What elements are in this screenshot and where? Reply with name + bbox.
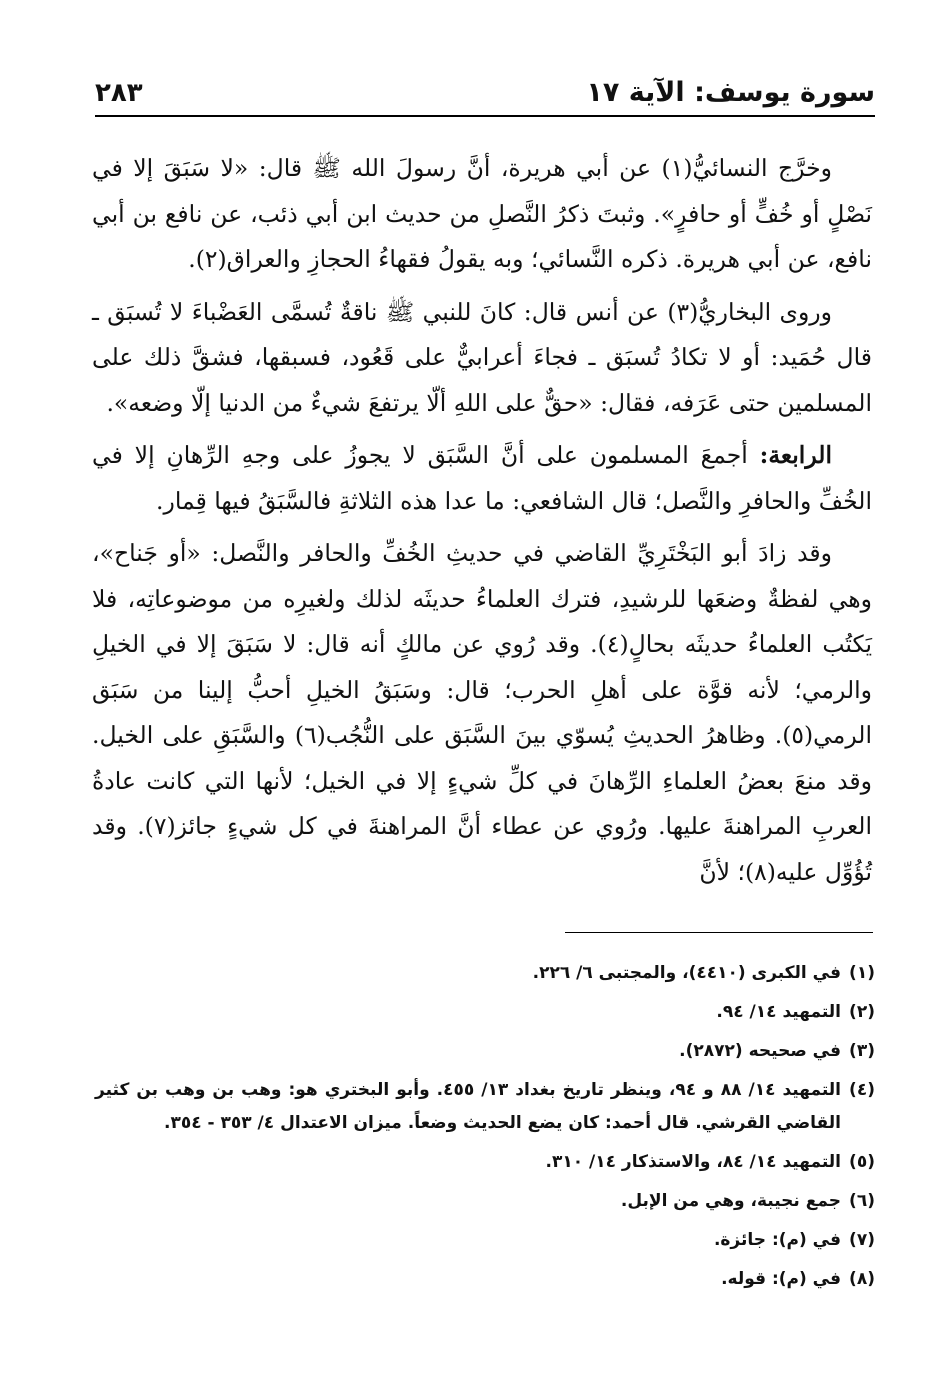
footnote-text: في (م): قوله. bbox=[721, 1269, 841, 1289]
footnote-mark: (٢) bbox=[849, 1002, 875, 1022]
footnote-item bbox=[95, 1224, 875, 1257]
paragraph-rabia bbox=[92, 433, 872, 524]
footnote-text: جمع نجيبة، وهي من الإبل. bbox=[620, 1191, 841, 1211]
footnote-mark: (٦) bbox=[849, 1191, 875, 1211]
paragraph-nasai: وخرَّج النسائيُّ(١) عن أبي هريرة، أنَّ رسولَ الله ﷺ قال: «لا سَبَقَ إلا في نَصْلٍ أو خُفٍّ أو حافرٍ». وثبتَ ذكرُ النَّصلِ من حديث ابن أبي ذئب، عن نافع بن أبي نافع، عن أبي هريرة. ذكره النَّسائي؛ وبه يقولُ فقهاءُ الحجازِ والعراق(٢). bbox=[92, 154, 872, 273]
footnote-item bbox=[95, 957, 875, 990]
footnote-item bbox=[95, 996, 875, 1029]
page-number: ٢٨٣ bbox=[95, 78, 143, 108]
footnote-item bbox=[95, 1035, 875, 1068]
footnote-mark: (١) bbox=[849, 963, 875, 983]
footnote-mark: (٧) bbox=[849, 1230, 875, 1250]
footnote-mark: (٥) bbox=[849, 1152, 875, 1172]
footnote-separator bbox=[565, 932, 873, 933]
footnote-mark: (٨) bbox=[849, 1269, 875, 1289]
main-text bbox=[92, 146, 872, 902]
footnote-text: التمهيد ١٤/ ٩٤. bbox=[716, 1002, 841, 1022]
footnotes bbox=[95, 957, 875, 1302]
footnote-item bbox=[95, 1185, 875, 1218]
footnote-text: في الكبرى (٤٤١٠)، والمجتبى ٦/ ٢٢٦. bbox=[532, 963, 841, 983]
paragraph-bukhari: وروى البخاريُّ(٣) عن أنس قال: كانَ للنبي ﷺ ناقةٌ تُسمَّى العَضْباءَ لا تُسبَق ـ قال حُمَيد: أو لا تكادُ تُسبَق ـ فجاءَ أعرابيٌّ على قَعُود، فسبقها، فشقَّ ذلك على المسلمين حتى عَرَفه، فقال: «حقٌّ على اللهِ ألّا يرتفعَ شيءٌ من الدنيا إلّا وضعه». bbox=[92, 297, 872, 417]
rabia-text: أجمعَ المسلمون على أنَّ السَّبَق لا يجوزُ على وجهِ الرِّهانِ إلا في الخُفِّ والحافرِ والنَّصل؛ قال الشافعي: ما عدا هذه الثلاثةِ فالسَّبَقُ فيها قِمار. bbox=[92, 441, 872, 515]
footnote-item bbox=[95, 1263, 875, 1296]
footnote-item bbox=[95, 1074, 875, 1140]
footnote-text: التمهيد ١٤/ ٨٨ و ٩٤، وينظر تاريخ بغداد ١٣/ ٤٥٥. وأبو البختري هو: وهب بن وهب بن كثير القاضي القرشي. قال أحمد: كان يضع الحديث وضعاً. ميزان الاعتدال ٤/ ٣٥٣ - ٣٥٤. bbox=[95, 1080, 842, 1133]
paragraph-bakhtari: وقد زادَ أبو البَخْتَرِيِّ القاضي في حديثِ الخُفِّ والحافر والنَّصل: «أو جَناح»، وهي لفظةٌ وضعَها للرشيدِ، فترك العلماءُ حديثَه لذلك ولغيرِه من موضوعاتِه، فلا يَكتُب العلماءُ حديثَه بحالٍ(٤). وقد رُوي عن مالكٍ أنه قال: لا سَبَقَ إلا في الخيلِ والرمي؛ لأنه قوَّة على أهلِ الحرب؛ قال: وسَبَقُ الخيلِ أحبُّ إلينا من سَبَق الرمي(٥). وظاهرُ الحديثِ يُسوّي بينَ السَّبَق على النُّجُب(٦) والسَّبَقِ على الخيل. وقد منعَ بعضُ العلماءِ الرِّهانَ في كلِّ شيءٍ إلا في الخيل؛ لأنها التي كانت عادةُ العربِ المراهنةَ عليها. ورُوي عن عطاء أنَّ المراهنةَ في كل شيءٍ جائز(٧). وقد تُؤُوِّل عليه(٨)؛ لأنَّ bbox=[92, 539, 873, 886]
footnote-item bbox=[95, 1146, 875, 1179]
footnote-mark: (٣) bbox=[849, 1041, 875, 1061]
footnote-text: في صحيحه (٢٨٧٢). bbox=[679, 1041, 841, 1061]
footnote-mark: (٤) bbox=[849, 1080, 875, 1100]
header-rule bbox=[95, 115, 875, 117]
footnote-text: في (م): جائزة. bbox=[713, 1230, 841, 1250]
footnote-text: التمهيد ١٤/ ٨٤، والاستذكار ١٤/ ٣١٠. bbox=[545, 1152, 841, 1172]
running-header bbox=[95, 60, 875, 108]
chapter-title: سورة يوسف: الآية ١٧ bbox=[586, 77, 875, 108]
rabia-label: الرابعة: bbox=[759, 441, 832, 469]
